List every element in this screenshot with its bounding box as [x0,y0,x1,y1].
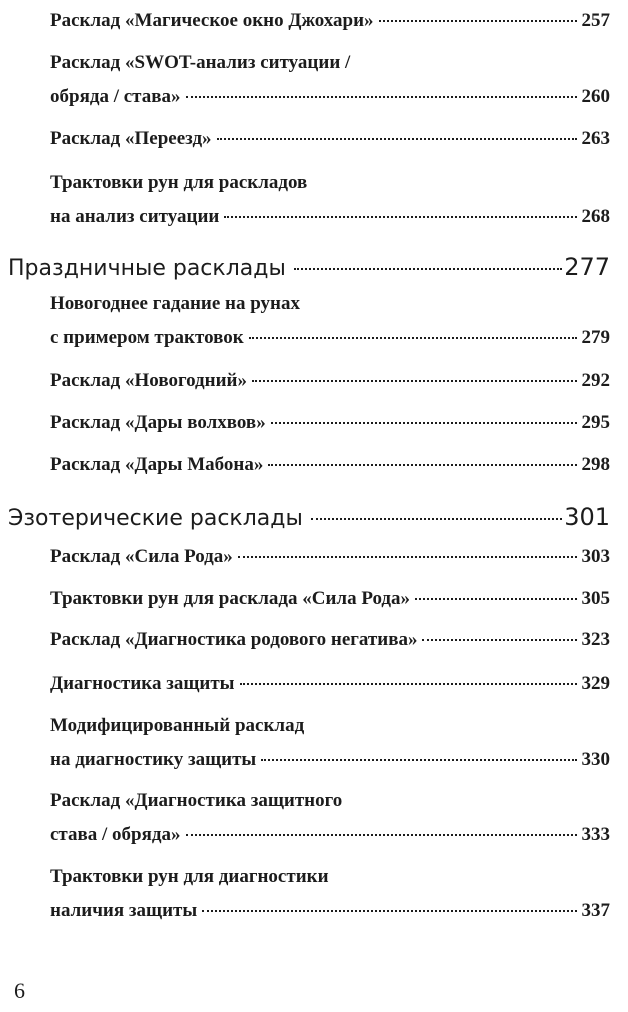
toc-entry[interactable] [50,784,610,852]
toc-entry[interactable] [50,582,610,616]
toc-page-number: 305 [581,588,610,609]
toc-entry-title: Расклад «Дары Мабона» [50,454,264,475]
toc-entry[interactable] [50,406,610,440]
dot-leader [271,422,577,424]
section-page-number: 277 [564,253,610,281]
toc-entry[interactable] [50,540,610,574]
toc-page-number: 268 [581,206,610,227]
dot-leader [415,598,576,600]
toc-page-number: 323 [581,629,610,650]
toc-entry-title: Трактовки рун для диагностики [50,866,329,887]
toc-entry[interactable] [50,364,610,398]
toc-page-number: 257 [581,10,610,31]
toc-entry[interactable] [50,4,610,38]
toc-page-number: 295 [581,412,610,433]
section-title: Праздничные расклады [8,256,286,281]
toc-entry-title: Новогоднее гадание на рунах [50,293,300,314]
toc-entry[interactable] [50,46,610,114]
toc-page-number: 337 [581,900,610,921]
toc-entry[interactable] [50,709,610,777]
toc-page-number: 303 [581,546,610,567]
toc-entry-title: Расклад «Диагностика защитного [50,790,343,811]
dot-leader [249,337,577,339]
dot-leader [379,20,577,22]
toc-entry-title-continued: обряда / става» [50,86,181,107]
toc-page-number: 298 [581,454,610,475]
dot-leader [268,464,576,466]
toc-page-number: 260 [581,86,610,107]
toc-entry-title: Расклад «SWOT-анализ ситуации / [50,52,351,73]
section-page-number: 301 [564,503,610,531]
toc-entry[interactable] [50,122,610,156]
dot-leader [217,138,577,140]
footer-page-number: 6 [14,978,25,1003]
toc-entry-title: Расклад «Дары волхвов» [50,412,266,433]
dot-leader [186,96,577,98]
toc-entry-title: Модифицированный расклад [50,715,305,736]
dot-leader [186,834,577,836]
dot-leader [202,910,576,912]
dot-leader [240,683,577,685]
dot-leader [224,216,576,218]
toc-page-number: 279 [581,327,610,348]
dot-leader [238,556,577,558]
toc-entry[interactable] [50,287,610,355]
toc-entry-title: Расклад «Магическое окно Джохари» [50,10,374,31]
dot-leader [261,759,576,761]
toc-section-heading[interactable] [8,250,610,284]
toc-entry[interactable] [50,166,610,234]
toc-entry-title: Расклад «Переезд» [50,128,212,149]
dot-leader [252,380,576,382]
toc-page-number: 292 [581,370,610,391]
toc-entry-title-continued: с примером трактовок [50,327,244,348]
section-title: Эзотерические расклады [8,506,303,531]
toc-page-number: 333 [581,824,610,845]
toc-entry-title: Расклад «Сила Рода» [50,546,233,567]
toc-page-number: 263 [581,128,610,149]
toc-entry-title: Расклад «Новогодний» [50,370,248,391]
toc-entry-title: Трактовки рун для расклада «Сила Рода» [50,588,411,609]
toc-page-number: 329 [581,673,610,694]
toc-entry-title: Трактовки рун для раскладов [50,172,308,193]
dot-leader [294,268,562,270]
toc-entry[interactable] [50,860,610,928]
toc-entry[interactable] [50,448,610,482]
toc-page-number: 330 [581,749,610,770]
toc-entry-title-continued: на диагностику защиты [50,749,257,770]
toc-entry[interactable] [50,623,610,657]
toc-entry-title: Расклад «Диагностика родового негатива» [50,629,418,650]
toc-entry-title-continued: на анализ ситуации [50,206,220,227]
toc-section-heading[interactable] [8,500,610,534]
toc-entry-title: Диагностика защиты [50,673,235,694]
toc-entry-title-continued: наличия защиты [50,900,198,921]
toc-entry[interactable] [50,667,610,701]
dot-leader [311,518,562,520]
toc-entry-title-continued: става / обряда» [50,824,181,845]
dot-leader [422,639,576,641]
